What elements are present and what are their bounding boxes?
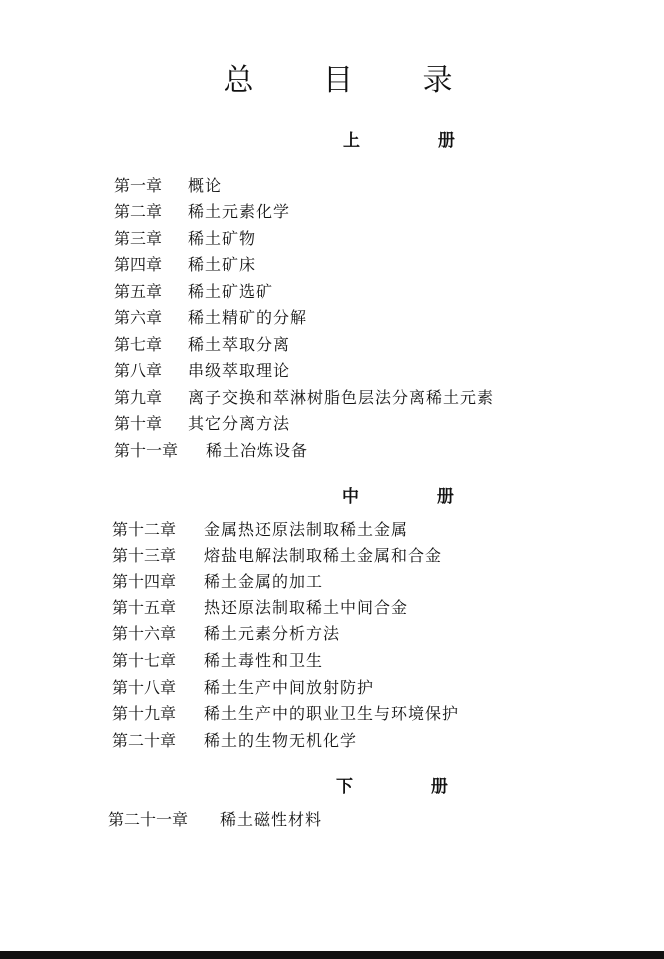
chapter-number: 第十三章 [112, 546, 177, 565]
chapter-title: 离子交换和萃淋树脂色层法分离稀土元素 [188, 388, 495, 407]
chapter-title: 稀土精矿的分解 [188, 308, 308, 327]
chapter-entry [112, 624, 340, 644]
chapter-number: 第十一章 [114, 441, 179, 460]
chapter-entry [108, 810, 322, 830]
chapter-title: 金属热还原法制取稀土金属 [204, 520, 409, 539]
volume-heading-lower: 下 册 [336, 777, 484, 797]
chapter-number: 第九章 [114, 388, 163, 407]
chapter-entry [112, 520, 408, 540]
chapter-number: 第十五章 [112, 598, 177, 617]
chapter-title: 热还原法制取稀土中间合金 [204, 598, 409, 617]
chapter-number: 第十九章 [112, 704, 177, 723]
scan-bottom-border [0, 951, 664, 959]
chapter-number: 第十六章 [112, 624, 177, 643]
chapter-number: 第二章 [114, 202, 163, 221]
chapter-title: 概论 [188, 176, 223, 195]
chapter-number: 第二十一章 [108, 810, 189, 829]
chapter-entry [114, 282, 273, 302]
chapter-entry [114, 308, 307, 328]
chapter-entry [114, 255, 256, 275]
chapter-number: 第二十章 [112, 731, 177, 750]
chapter-entry [114, 361, 290, 381]
chapter-number: 第六章 [114, 308, 163, 327]
chapter-number: 第一章 [114, 176, 163, 195]
chapter-number: 第八章 [114, 361, 163, 380]
chapter-title: 稀土萃取分离 [188, 335, 291, 354]
chapter-title: 稀土毒性和卫生 [204, 651, 324, 670]
chapter-title: 稀土生产中间放射防护 [204, 678, 375, 697]
chapter-entry [114, 202, 290, 222]
chapter-title: 其它分离方法 [188, 414, 291, 433]
chapter-title: 稀土冶炼设备 [206, 441, 309, 460]
chapter-title: 熔盐电解法制取稀土金属和合金 [204, 546, 443, 565]
chapter-entry [112, 704, 459, 724]
chapter-number: 第七章 [114, 335, 163, 354]
chapter-entry [114, 176, 222, 196]
chapter-entry [112, 572, 323, 592]
chapter-title: 稀土的生物无机化学 [204, 731, 358, 750]
chapter-entry [114, 335, 290, 355]
volume-heading-middle: 中 册 [342, 487, 490, 507]
chapter-title: 稀土矿物 [188, 229, 257, 248]
chapter-title: 稀土生产中的职业卫生与环境保护 [204, 704, 460, 723]
chapter-entry [114, 229, 256, 249]
chapter-number: 第四章 [114, 255, 163, 274]
chapter-title: 串级萃取理论 [188, 361, 291, 380]
chapter-entry [112, 731, 357, 751]
chapter-number: 第五章 [114, 282, 163, 301]
chapter-number: 第十七章 [112, 651, 177, 670]
chapter-title: 稀土矿床 [188, 255, 257, 274]
chapter-entry [112, 546, 442, 566]
chapter-title: 稀土磁性材料 [220, 810, 323, 829]
chapter-entry [114, 441, 308, 461]
page-title: 总 目 录 [223, 63, 483, 98]
volume-heading-upper: 上 册 [343, 131, 491, 151]
chapter-number: 第十章 [114, 414, 163, 433]
chapter-number: 第十二章 [112, 520, 177, 539]
chapter-number: 第十八章 [112, 678, 177, 697]
chapter-entry [112, 678, 374, 698]
chapter-entry [114, 388, 494, 408]
chapter-title: 稀土金属的加工 [204, 572, 324, 591]
chapter-entry [112, 598, 408, 618]
chapter-title: 稀土元素化学 [188, 202, 291, 221]
chapter-title: 稀土矿选矿 [188, 282, 274, 301]
chapter-number: 第三章 [114, 229, 163, 248]
chapter-number: 第十四章 [112, 572, 177, 591]
chapter-entry [112, 651, 323, 671]
chapter-title: 稀土元素分析方法 [204, 624, 341, 643]
chapter-entry [114, 414, 290, 434]
